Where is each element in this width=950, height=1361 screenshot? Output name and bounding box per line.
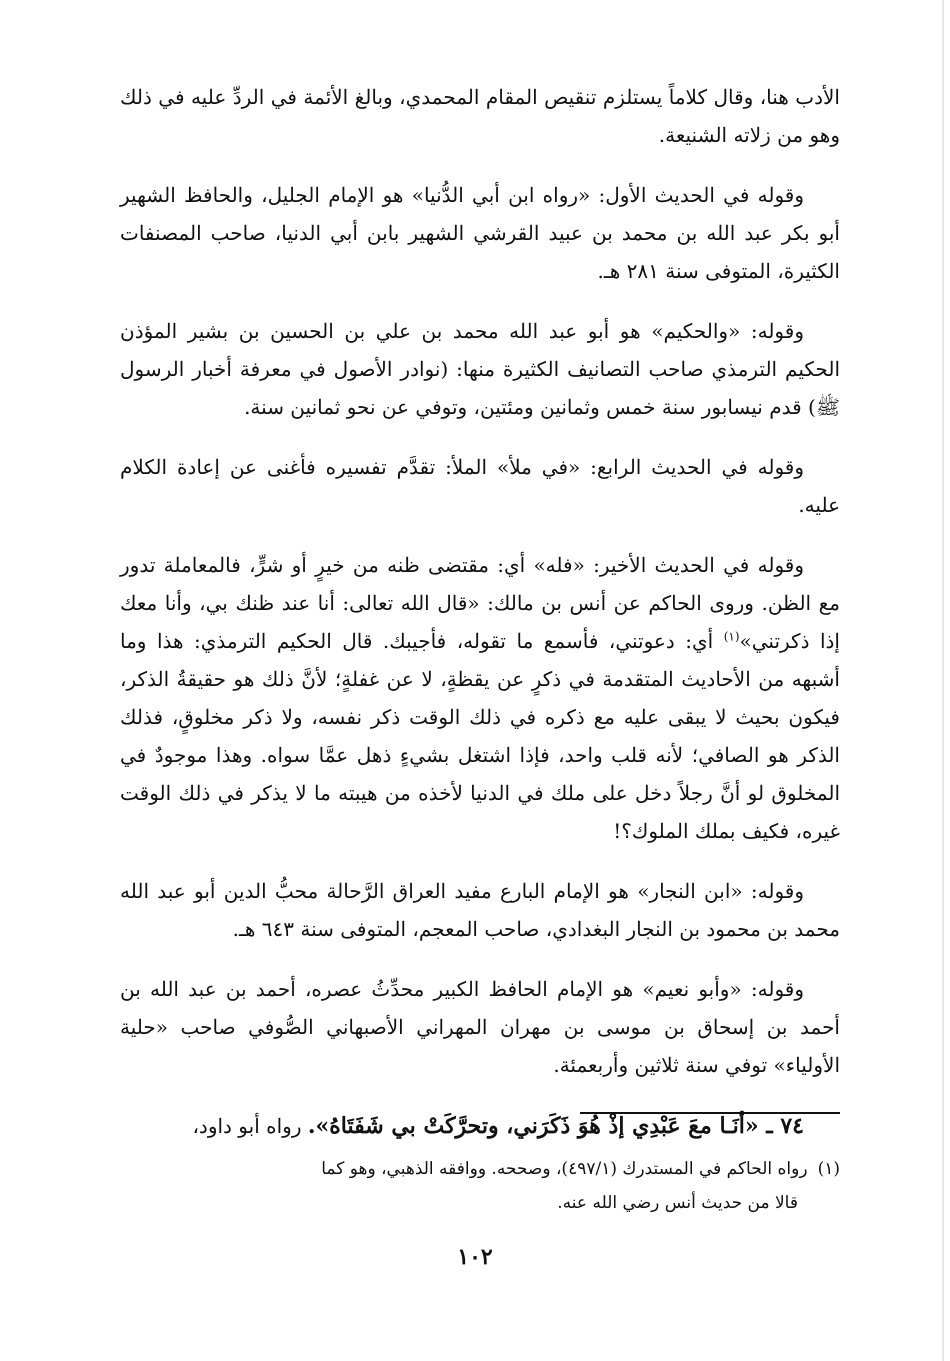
hadith-source: رواه أبو داود، (192, 1114, 308, 1138)
footnote-line-1: رواه الحاكم في المستدرك (٤٩٧/١)، وصححه. ووافقه الذهبي، وهو كما (321, 1159, 808, 1179)
hadith-text: ٧٤ ـ «أنَـا معَ عَبْدِي إذْ هُوَ ذَكَرَني، وتحرَّكَتْ بي شَفَتَاهُ». (307, 1113, 804, 1139)
paragraph-1: الأدب هنا، وقال كلاماً يستلزم تنقيص المقام المحمدي، وبالغ الأئمة في الردِّ عليه في ذلك وهو من زلاته الشنيعة. (120, 85, 840, 147)
paragraph-2: وقوله في الحديث الأول: «رواه ابن أبي الدُّنيا» هو الإمام الجليل، والحافظ الشهير أبو بكر عبد الله بن محمد بن عبيد القرشي الشهير بابن أبي الدنيا، صاحب المصنفات الكثيرة، المتوفى سنة ٢٨١ هـ. (120, 183, 840, 283)
footnote-1 (120, 1152, 840, 1220)
footnote-number: (١) (817, 1159, 840, 1179)
paragraph-5 (120, 546, 840, 850)
paragraph-3: وقوله: «والحكيم» هو أبو عبد الله محمد بن علي بن الحسين بن بشير المؤذن الحكيم الترمذي صاحب التصانيف الكثيرة منها: (نوادر الأصول في معرفة أخبار الرسول ﷺ) قدم نيسابور سنة خمس وثمانين ومئتين، وتوفي عن نحو ثمانين سنة. (120, 319, 840, 419)
paragraph-4: وقوله في الحديث الرابع: «في ملأ» الملأ: تقدَّم تفسيره فأغنى عن إعادة الكلام عليه. (120, 455, 840, 517)
page-body (120, 78, 840, 1146)
footnote-reference[interactable]: (١) (723, 629, 740, 644)
footnote-line-2: قالا من حديث أنس رضي الله عنه. (557, 1193, 798, 1213)
footnote-separator (580, 1112, 840, 1114)
paragraph-7: وقوله: «وأبو نعيم» هو الإمام الحافظ الكبير محدِّثُ عصره، أحمد بن عبد الله بن أحمد بن إسحاق بن موسى بن مهران المهراني الأصبهاني الصُّوفي صاحب «حلية الأولياء» توفي سنة ثلاثين وأربعمئة. (120, 977, 840, 1077)
scan-edge-line (942, 0, 944, 1361)
paragraph-6: وقوله: «ابن النجار» هو الإمام البارع مفيد العراق الرَّحالة محبُّ الدين أبو عبد الله محمد بن محمود بن النجار البغدادي، صاحب المعجم، المتوفى سنة ٦٤٣ هـ. (120, 879, 840, 941)
paragraph-5-text-b: أي: دعوتني، فأسمع ما تقوله، فأجيبك. قال الحكيم الترمذي: هذا وما أشبهه من الأحاديث المتقدمة في ذكرٍ عن يقظةٍ، لا عن غفلةٍ؛ لأنَّ ذلك هو حقيقةُ الذكر، فيكون بحيث لا يبقى عليه مع ذكره في ذلك الوقت ذكر نفسه، ولا ذكر مخلوقٍ، فذلك الذكر هو الصافي؛ لأنه قلب واحد، فإذا اشتغل بشيءٍ ذهل عمَّا سواه. وهذا موجودٌ في المخلوق لو أنَّ رجلاً دخل على ملك في الدنيا لأخذه من هيبته ما لا يذكر في ذلك الوقت غيره، فكيف بملك الملوك؟! (120, 629, 841, 843)
page-number: ١٠٢ (457, 1244, 493, 1270)
paragraph-5-text-a: وقوله في الحديث الأخير: «فله» أي: مقتضى ظنه من خيرٍ أو شرٍّ، فالمعاملة تدور مع الظن. وروى الحاكم عن أنس بن مالك: «قال الله تعالى: أنا عند ظنك بي، وأنا معك إذا ذكرتني» (120, 553, 840, 653)
footnotes (120, 1152, 840, 1220)
